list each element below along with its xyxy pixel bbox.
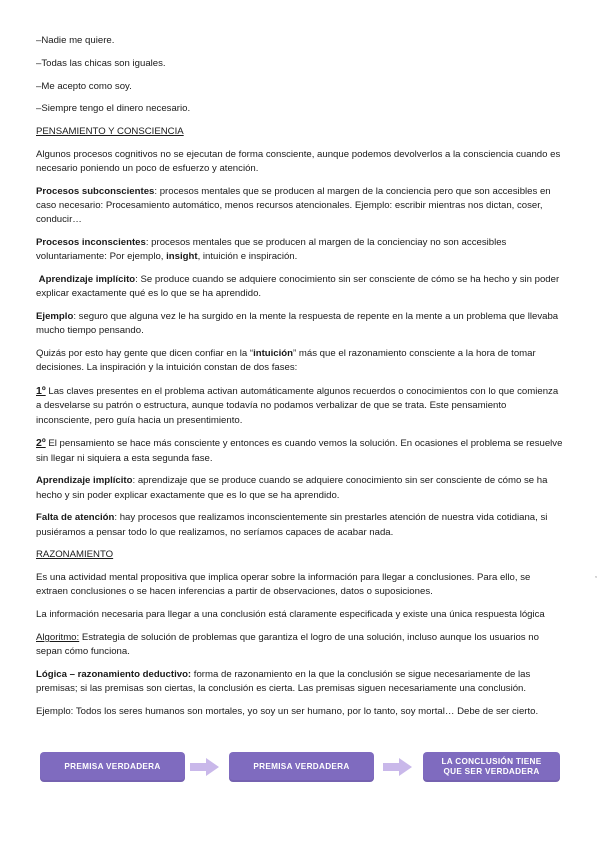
term-aprendizaje-implicito: Aprendizaje implícito <box>36 475 133 487</box>
paragraph-definicion: Es una actividad mental propositiva que implica operar sobre la información para llegar a conclusiones. Para ello, se extraen conclusiones o se hacen inferencias a partir de observaciones, datos o suposiciones. <box>36 572 531 598</box>
paragraph-informacion: La información necesaria para llegar a una conclusión está claramente especificada y existe una única respuesta lógica <box>36 609 545 621</box>
margin-mark: , <box>595 572 597 579</box>
definition-text: : seguro que alguna vez le ha surgido en la mente la respuesta de repente en la mente a un problema que llevaba mucho tiempo pensando. <box>36 311 559 337</box>
term-intuicion: intuición <box>253 348 294 360</box>
body-text: ” más que el razonamiento consciente a la hora de tomar decisiones. La inspiración y la intuición constan de dos fases: <box>36 348 536 374</box>
flow-box-conclusion <box>423 752 560 782</box>
definition-text: : Se produce cuando se adquiere conocimiento sin ser consciente de cómo se ha hecho y sin poder explicar exactamente qué es lo que se ha aprendido. <box>36 274 560 300</box>
document-page <box>36 34 564 728</box>
paragraph-fase-2 <box>36 436 564 465</box>
paragraph-logica <box>36 668 564 696</box>
definition-text: : hay procesos que realizamos inconscientemente sin prestarles atención de nuestra vida cotidiana, si pusiéramos a pensar todo lo que realizamos, no seríamos capaces de acabar nada. <box>36 512 548 538</box>
term-logica: Lógica – razonamiento deductivo: <box>36 668 192 680</box>
body-text: El pensamiento se hace más consciente y entonces es cuando vemos la solución. En ocasiones el problema se resuelve sin llegar ni siquiera a esta segunda fase. <box>36 438 563 464</box>
list-item: –Siempre tengo el dinero necesario. <box>36 103 191 115</box>
definition-text: : aprendizaje que se produce cuando se adquiere conocimiento sin ser consciente de cómo se ha hecho y sin poder explicar exactamente que es lo que se ha aprendido. <box>36 475 548 501</box>
conclusion-line-1: LA CONCLUSIÓN TIENE <box>441 757 542 767</box>
paragraph-ejemplo-deductivo: Ejemplo: Todos los seres humanos son mortales, yo soy un ser humano, por lo tanto, soy mortal… Debe de ser cierto. <box>36 705 539 717</box>
definition-text: forma de razonamiento en la que la conclusión se sigue necesariamente de las premisas; si las premisas son ciertas, la conclusión es cierta. Las premisas siguen necesariamente una conclusión. <box>36 668 531 695</box>
definition-text: : procesos mentales que se producen al margen de la conciencia pero que son accesibles en caso necesario: Procesamiento automático, menos recursos atencionales. Ejemplo: escribir mientras nos dictan, coser, conducir… <box>36 185 551 226</box>
phase-number: 2º <box>36 437 46 450</box>
paragraph-intuicion <box>36 347 564 375</box>
arrow-right-icon <box>383 757 413 777</box>
section-heading-razonamiento: RAZONAMIENTO <box>36 549 114 561</box>
paragraph-falta-atencion <box>36 511 564 539</box>
deduction-flow-diagram <box>40 752 560 782</box>
body-text: Las claves presentes en el problema activan automáticamente algunos recuerdos o conocimientos con lo que comienza a desvelarse su patrón o estructura, aunque todavía no podamos verbalizar de que se trata. Este pensamiento inconsciente, pero guía hacia un presentimiento. <box>36 386 559 426</box>
definition-text: Estrategia de solución de problemas que garantiza el logro de una solución, incluso aunque los usuarios no sepan cómo funciona. <box>36 631 539 658</box>
arrow-right-icon <box>190 757 220 777</box>
definition-text: : procesos mentales que se producen al margen de la concienciay no son accesibles voluntariamente: Por ejemplo, <box>36 237 507 263</box>
list-item: –Todas las chicas son iguales. <box>36 57 166 69</box>
flow-box-premise-2: PREMISA VERDADERA <box>229 752 374 782</box>
paragraph-ejemplo <box>36 310 564 338</box>
paragraph-intro: Algunos procesos cognitivos no se ejecutan de forma consciente, aunque podemos devolverlos a la consciencia cuando es necesario poniendo un poco de esfuerzo y atención. <box>36 148 561 175</box>
paragraph-aprendizaje-implicito-2 <box>36 474 564 502</box>
definition-text: , intuición e inspiración. <box>197 251 298 263</box>
paragraph-aprendizaje-implicito <box>36 273 564 301</box>
body-text: Quizás por esto hay gente que dicen confiar en la “ <box>36 348 254 360</box>
conclusion-line-2: QUE SER VERDADERA <box>443 767 540 776</box>
paragraph-subconscientes <box>36 185 564 228</box>
phase-number: 1º <box>36 385 46 398</box>
paragraph-fase-1 <box>36 384 564 428</box>
list-item: –Nadie me quiere. <box>36 35 115 46</box>
term-algoritmo: Algoritmo: <box>36 631 80 643</box>
term-subconscientes: Procesos subconscientes <box>36 185 155 197</box>
paragraph-inconscientes <box>36 236 564 264</box>
term-inconscientes: Procesos inconscientes <box>36 237 146 249</box>
term-falta-atencion: Falta de atención <box>36 512 115 524</box>
list-item: –Me acepto como soy. <box>36 80 132 92</box>
term-ejemplo: Ejemplo <box>36 311 74 323</box>
term-aprendizaje-implicito: Aprendizaje implícito <box>38 274 136 286</box>
paragraph-algoritmo <box>36 631 564 659</box>
section-heading-pensamiento: PENSAMIENTO Y CONSCIENCIA <box>36 126 184 138</box>
flow-box-premise-1: PREMISA VERDADERA <box>40 752 185 782</box>
term-insight: insight <box>166 251 198 263</box>
